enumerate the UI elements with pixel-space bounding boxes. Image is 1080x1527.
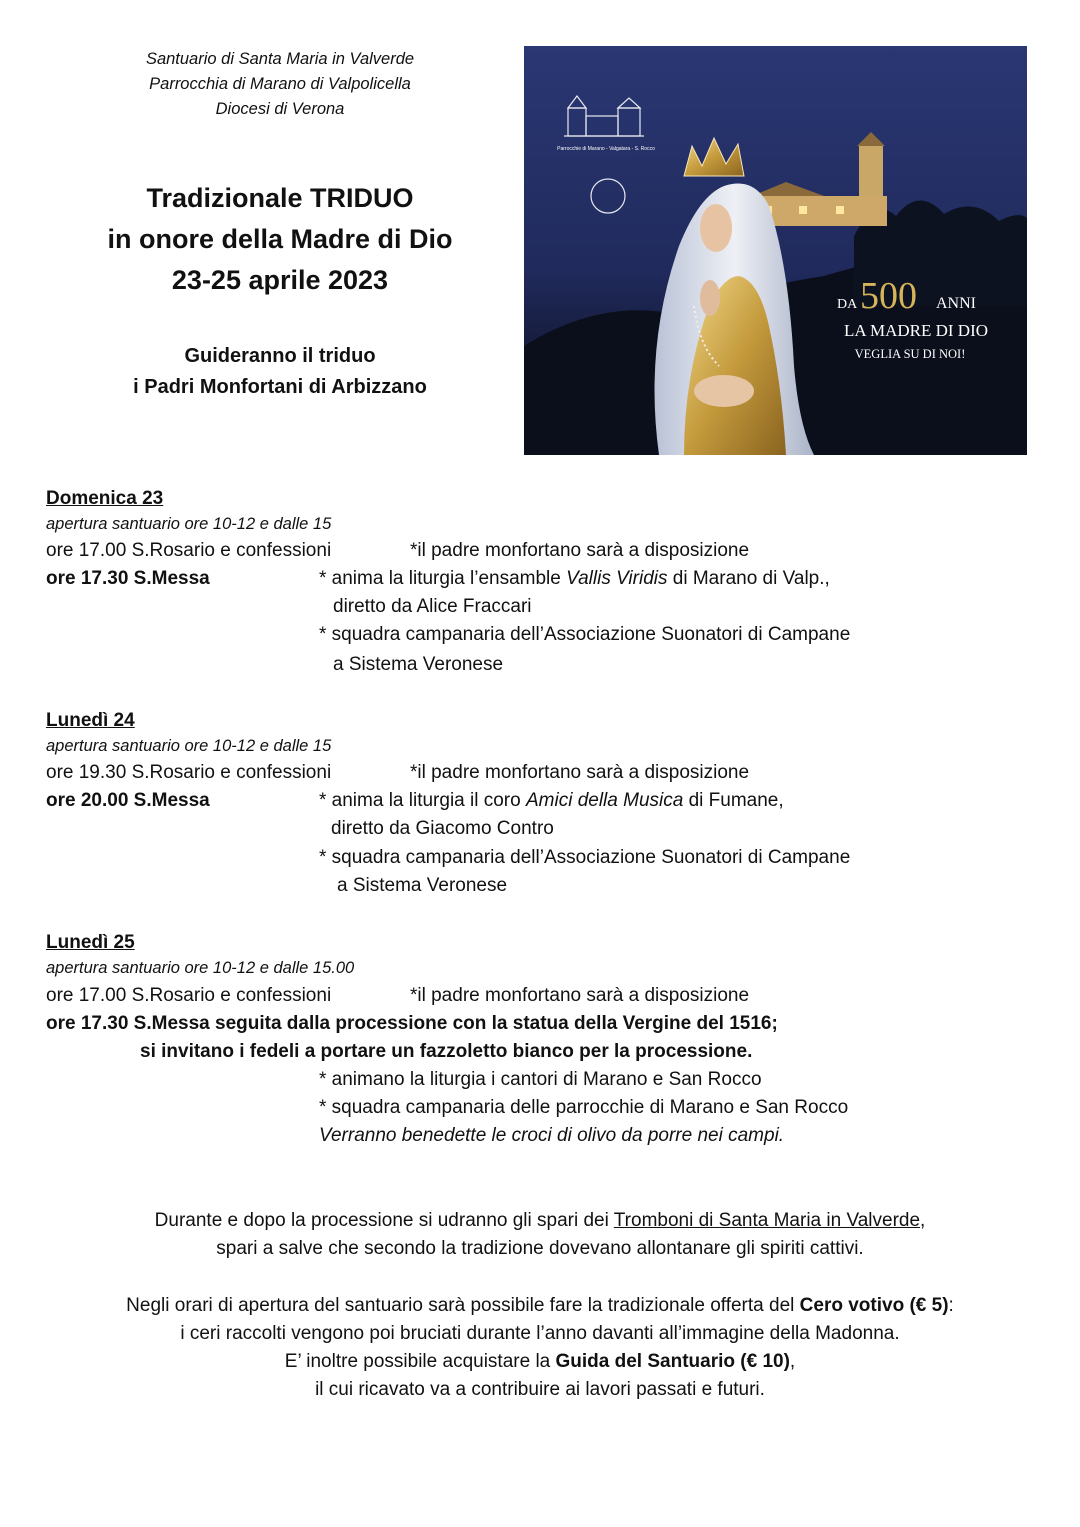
subtitle-line-2: i Padri Monfortani di Arbizzano [133,376,427,398]
opening-hours: apertura santuario ore 10-12 e dalle 15.00 [46,959,355,977]
rosary-time: ore 17.00 S.Rosario e confessioni [46,985,332,1006]
mass-time: ore 17.30 S.Messa [46,568,210,589]
liturgy-note-text: * anima la liturgia il coro [319,790,526,811]
header-parish: Parrocchia di Marano di Valpolicella [149,75,411,93]
day-title-lunedi-25: Lunedì 25 [46,932,135,953]
rosary-time: ore 17.00 S.Rosario e confessioni [46,540,332,561]
guide-line [40,1348,1040,1376]
header-sanctuary: Santuario di Santa Maria in Valverde [145,50,415,68]
guide-text: E’ inoltre possibile acquistare la [284,1351,556,1372]
poster-500: 500 [860,275,917,317]
director-line: diretto da Giacomo Contro [331,818,554,839]
liturgy-note-text-end: di Fumane, [683,790,784,811]
cero-line2: i ceri raccolti vengono poi bruciati durante l’anno davanti all’immagine della Madonna. [180,1323,900,1344]
cero-text-end: : [948,1295,954,1316]
madonna-statue-illustration [524,46,1027,455]
tromboni-text: Durante e dopo la processione si udranno gli spari dei [154,1210,614,1231]
director-line: diretto da Alice Fraccari [333,596,532,617]
tromboni-name: Tromboni di Santa Maria in Valverde [613,1210,921,1231]
guide-line2: il cui ricavato va a contribuire ai lavori passati e futuri. [315,1379,765,1400]
liturgy-note [319,787,784,815]
olive-crosses-note: Verranno benedette le croci di olivo da porre nei campi. [319,1125,785,1146]
liturgy-note-text-end: di Marano di Valp., [667,568,830,589]
cero-text: Negli orari di apertura del santuario sarà possibile fare la tradizionale offerta del [126,1295,800,1316]
logo-caption: Parrocchie di Marano - Valgatara - S. Rocco [557,146,655,152]
tromboni-text-end: , [920,1210,926,1231]
singers-note: * animano la liturgia i cantori di Marano e San Rocco [319,1069,762,1090]
bell-ringers-note-cont: a Sistema Veronese [333,654,504,675]
bell-ringers-note: * squadra campanaria delle parrocchie di Marano e San Rocco [319,1097,849,1118]
bell-ringers-note: * squadra campanaria dell’Associazione Suonatori di Campane [319,624,851,645]
cero-votivo-paragraph [40,1292,1040,1320]
guide-text-end: , [789,1351,796,1372]
tromboni-paragraph [40,1207,1040,1235]
tromboni-paragraph-line2: spari a salve che secondo la tradizione dovevano allontanare gli spiriti cattivi. [216,1238,864,1259]
title-dates: 23-25 aprile 2023 [171,265,389,295]
title-line-2: in onore della Madre di Dio [107,224,453,254]
ensemble-name: Vallis Viridis [566,568,668,589]
bell-ringers-note-cont: a Sistema Veronese [337,875,508,896]
handkerchief-invite: si invitano i fedeli a portare un fazzoletto bianco per la processione. [140,1041,753,1062]
day-title-domenica-23: Domenica 23 [46,488,164,509]
poster-anni: ANNI [936,295,976,312]
title-line-1: Tradizionale TRIDUO [146,183,414,213]
madonna-poster [524,46,1027,455]
poster-veglia: VEGLIA SU DI NOI! [854,347,966,361]
opening-hours: apertura santuario ore 10-12 e dalle 15 [46,515,332,533]
mass-procession: ore 17.30 S.Messa seguita dalla processione con la statua della Vergine del 1516; [46,1013,778,1034]
rosary-note: *il padre monfortano sarà a disposizione [410,985,750,1006]
rosary-note: *il padre monfortano sarà a disposizione [410,762,750,783]
poster-da: DA [837,297,858,312]
subtitle-line-1: Guideranno il triduo [184,345,376,367]
cero-votivo-price: Cero votivo (€ 5) [799,1295,949,1316]
choir-name: Amici della Musica [525,790,684,811]
guide-price: Guida del Santuario (€ 10) [555,1351,790,1372]
rosary-time: ore 19.30 S.Rosario e confessioni [46,762,332,783]
bell-ringers-note: * squadra campanaria dell’Associazione Suonatori di Campane [319,847,851,868]
rosary-note: *il padre monfortano sarà a disposizione [410,540,750,561]
liturgy-note [319,565,830,593]
liturgy-note-text: * anima la liturgia l’ensamble [319,568,567,589]
header-diocese: Diocesi di Verona [215,100,345,118]
poster-madre-di-dio: LA MADRE DI DIO [843,321,989,340]
day-title-lunedi-24: Lunedì 24 [46,710,135,731]
mass-time: ore 20.00 S.Messa [46,790,210,811]
opening-hours: apertura santuario ore 10-12 e dalle 15 [46,737,332,755]
